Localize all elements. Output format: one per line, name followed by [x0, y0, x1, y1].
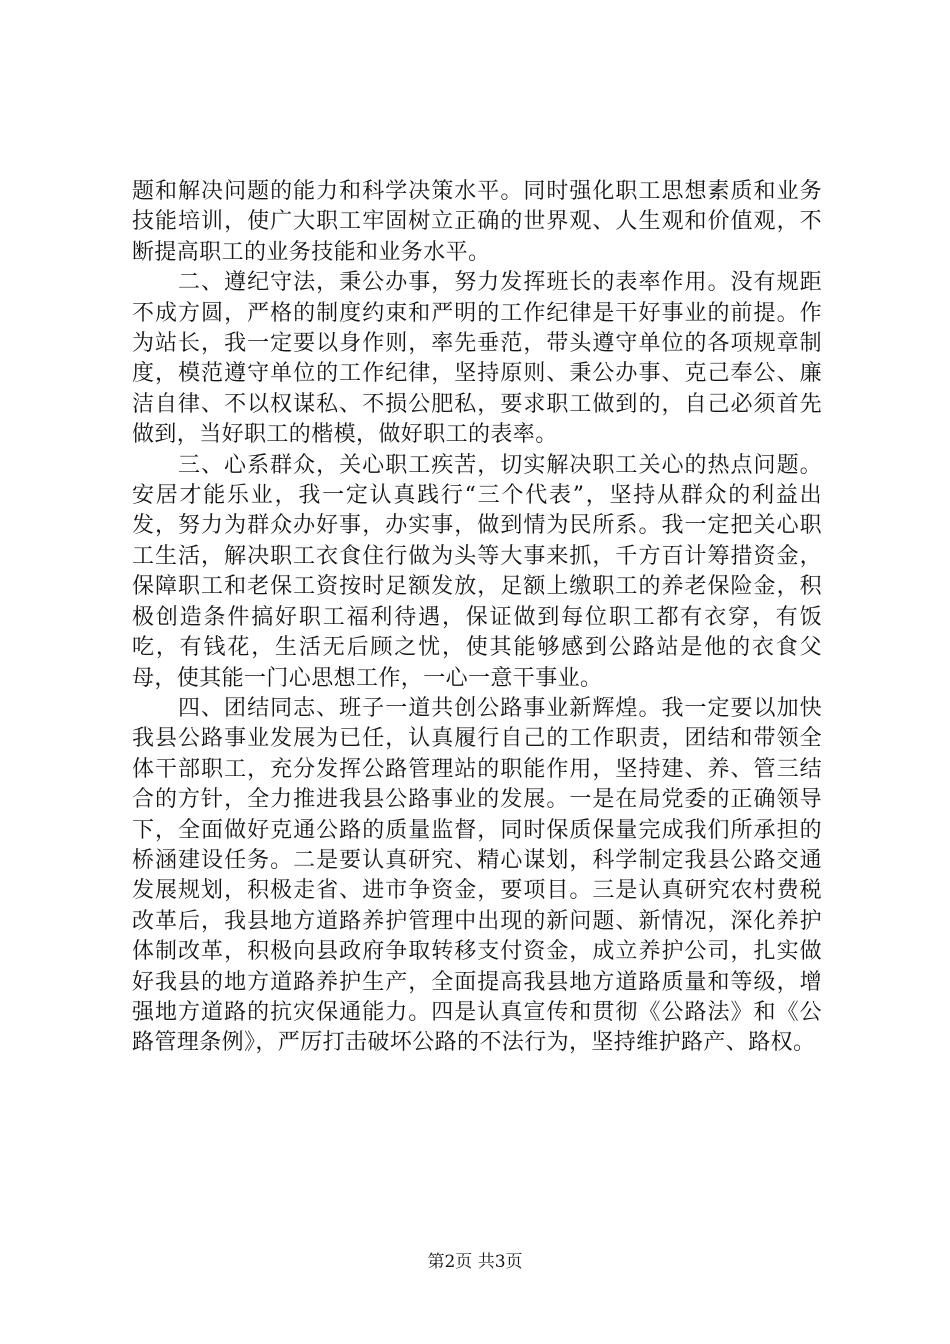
- document-body: [132, 177, 822, 1059]
- paragraph-continuation: 题和解决问题的能力和科学决策水平。同时强化职工思想素质和业务技能培训，使广大职工牢固树立正确的世界观、人生观和价值观，不断提高职工的业务技能和业务水平。: [132, 179, 822, 265]
- paragraph-section-4: 四、团结同志、班子一道共创公路事业新辉煌。我一定要以加快我县公路事业发展为已任，认真履行自己的工作职责，团结和带领全体干部职工，充分发挥公路管理站的职能作用，坚持建、养、管三结合的方针，全力推进我县公路事业的发展。一是在局党委的正确领导下，全面做好克通公路的质量监督，同时保质保量完成我们所承担的桥涵建设任务。二是要认真研究、精心谋划，科学制定我县公路交通发展规划，积极走省、进市争资金，要项目。三是认真研究农村费税改革后，我县地方道路养护管理中出现的新问题、新情况，深化养护体制改革，积极向县政府争取转移支付资金，成立养护公司，扎实做好我县的地方道路养护生产，全面提高我县地方道路质量和等级，增强地方道路的抗灾保通能力。四是认真宣传和贯彻《公路法》和《公路管理条例》，严厉打击破坏公路的不法行为，坚持维护路产、路权。: [132, 695, 822, 1056]
- paragraph-section-3: 三、心系群众，关心职工疾苦，切实解决职工关心的热点问题。安居才能乐业，我一定认真践行“三个代表”，坚持从群众的利益出发，努力为群众办好事，办实事，做到情为民所系。我一定把关心职工生活，解决职工衣食住行做为头等大事来抓，千方百计筹措资金，保障职工和老保工资按时足额发放，足额上缴职工的养老保险金，积极创造条件搞好职工福利待遇，保证做到每位职工都有衣穿，有饭吃，有钱花，生活无后顾之忧，使其能够感到公路站是他的衣食父母，使其能一门心思想工作，一心一意干事业。: [132, 452, 822, 691]
- page-footer: 第2页 共3页: [427, 1252, 523, 1272]
- paragraph-section-2: 二、遵纪守法，秉公办事，努力发挥班长的表率作用。没有规距不成方圆，严格的制度约束和严明的工作纪律是干好事业的前提。作为站长，我一定要以身作则，率先垂范，带头遵守单位的各项规章制度，模范遵守单位的工作纪律，坚持原则、秉公办事、克己奉公、廉洁自律、不以权谋私、不损公肥私，要求职工做到的，自己必须首先做到，当好职工的楷模，做好职工的表率。: [132, 270, 822, 448]
